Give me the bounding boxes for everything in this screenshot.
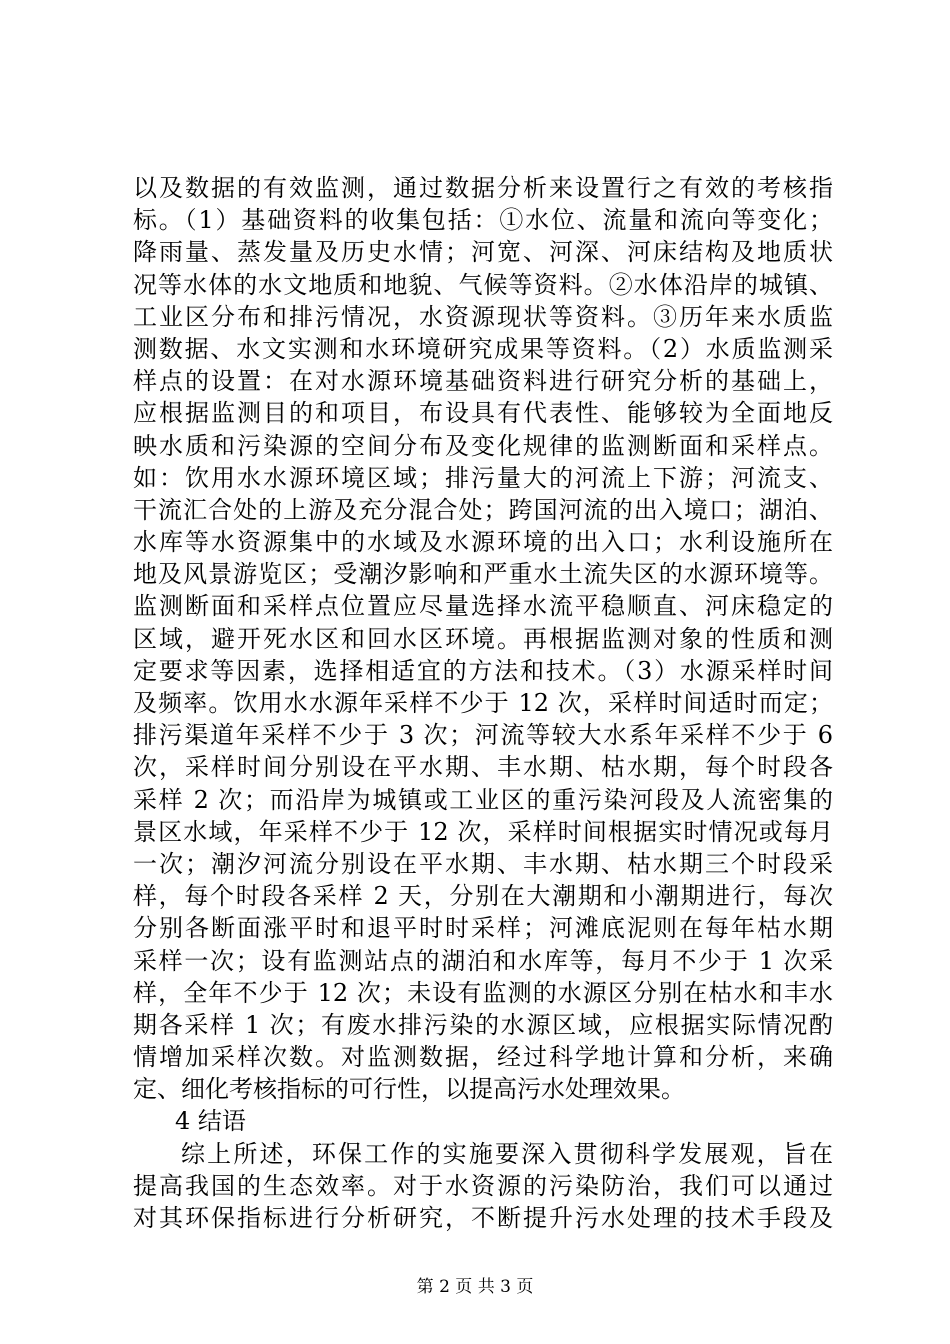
- text-line: 综上所述，环保工作的实施要深入贯彻科学发展观，旨在: [181, 1139, 833, 1168]
- text-line: 及频率。饮用水水源年采样不少于 12 次，采样时间适时而定；: [133, 689, 833, 717]
- text-line: 测数据、水文实测和水环境研究成果等资料。（2）水质监测采: [133, 334, 833, 363]
- text-line: 映水质和污染源的空间分布及变化规律的监测断面和采样点。: [133, 431, 833, 460]
- text-line: 分别各断面涨平时和退平时时采样；河滩底泥则在每年枯水期: [133, 914, 833, 943]
- text-line: 如：饮用水水源环境区域；排污量大的河流上下游；河流支、: [133, 463, 833, 492]
- text-line: 区域，避开死水区和回水区环境。再根据监测对象的性质和测: [133, 624, 833, 653]
- text-line: 采样 2 次；而沿岸为城镇或工业区的重污染河段及人流密集的: [133, 785, 833, 814]
- text-line: 以及数据的有效监测，通过数据分析来设置行之有效的考核指: [133, 174, 833, 202]
- text-line: 降雨量、蒸发量及历史水情；河宽、河深、河床结构及地质状: [133, 238, 833, 267]
- paragraph-conclusion: [133, 1138, 833, 1235]
- text-line: 监测断面和采样点位置应尽量选择水流平稳顺直、河床稳定的: [133, 592, 833, 621]
- document-body: [133, 172, 833, 1234]
- text-line: 标。（1）基础资料的收集包括：①水位、流量和流向等变化；: [133, 206, 833, 235]
- text-line: 提高我国的生态效率。对于水资源的污染防治，我们可以通过: [133, 1171, 833, 1200]
- text-line: 工业区分布和排污情况，水资源现状等资料。③历年来水质监: [133, 302, 833, 331]
- text-line: 样点的设置：在对水源环境基础资料进行研究分析的基础上，: [133, 367, 833, 396]
- text-line: 样，全年不少于 12 次；未设有监测的水源区分别在枯水和丰水: [133, 978, 833, 1007]
- text-line: 期各采样 1 次；有废水排污染的水源区域，应根据实际情况酌: [133, 1010, 833, 1039]
- text-line: 定、细化考核指标的可行性，以提高污水处理效果。: [133, 1075, 685, 1104]
- text-line: 水库等水资源集中的水域及水源环境的出入口；水利设施所在: [133, 528, 833, 557]
- text-line: 景区水域，年采样不少于 12 次，采样时间根据实时情况或每月: [133, 817, 833, 846]
- text-line: 样，每个时段各采样 2 天，分别在大潮期和小潮期进行，每次: [133, 882, 833, 911]
- text-line: 地及风景游览区；受潮汐影响和严重水土流失区的水源环境等。: [133, 560, 833, 589]
- text-line: 排污渠道年采样不少于 3 次；河流等较大水系年采样不少于 6: [133, 721, 833, 750]
- paragraph-monitoring: [133, 172, 833, 1105]
- text-line: 采样一次；设有监测站点的湖泊和水库等，每月不少于 1 次采: [133, 946, 833, 975]
- text-line: 干流汇合处的上游及充分混合处；跨国河流的出入境口；湖泊、: [133, 495, 833, 524]
- text-line: 对其环保指标进行分析研究，不断提升污水处理的技术手段及: [133, 1204, 833, 1232]
- page-footer: 第 2 页 共 3 页: [416, 1277, 534, 1297]
- text-line: 一次；潮汐河流分别设在平水期、丰水期、枯水期三个时段采: [133, 849, 833, 878]
- text-line: 应根据监测目的和项目，布设具有代表性、能够较为全面地反: [133, 399, 833, 428]
- text-line: 定要求等因素，选择相适宜的方法和技术。（3）水源采样时间: [133, 656, 833, 685]
- text-line: 次，采样时间分别设在平水期、丰水期、枯水期，每个时段各: [133, 753, 833, 782]
- text-line: 情增加采样次数。对监测数据，经过科学地计算和分析，来确: [133, 1043, 833, 1072]
- text-line: 况等水体的水文地质和地貌、气候等资料。②水体沿岸的城镇、: [133, 270, 833, 299]
- section-heading: 4 结语: [175, 1107, 246, 1136]
